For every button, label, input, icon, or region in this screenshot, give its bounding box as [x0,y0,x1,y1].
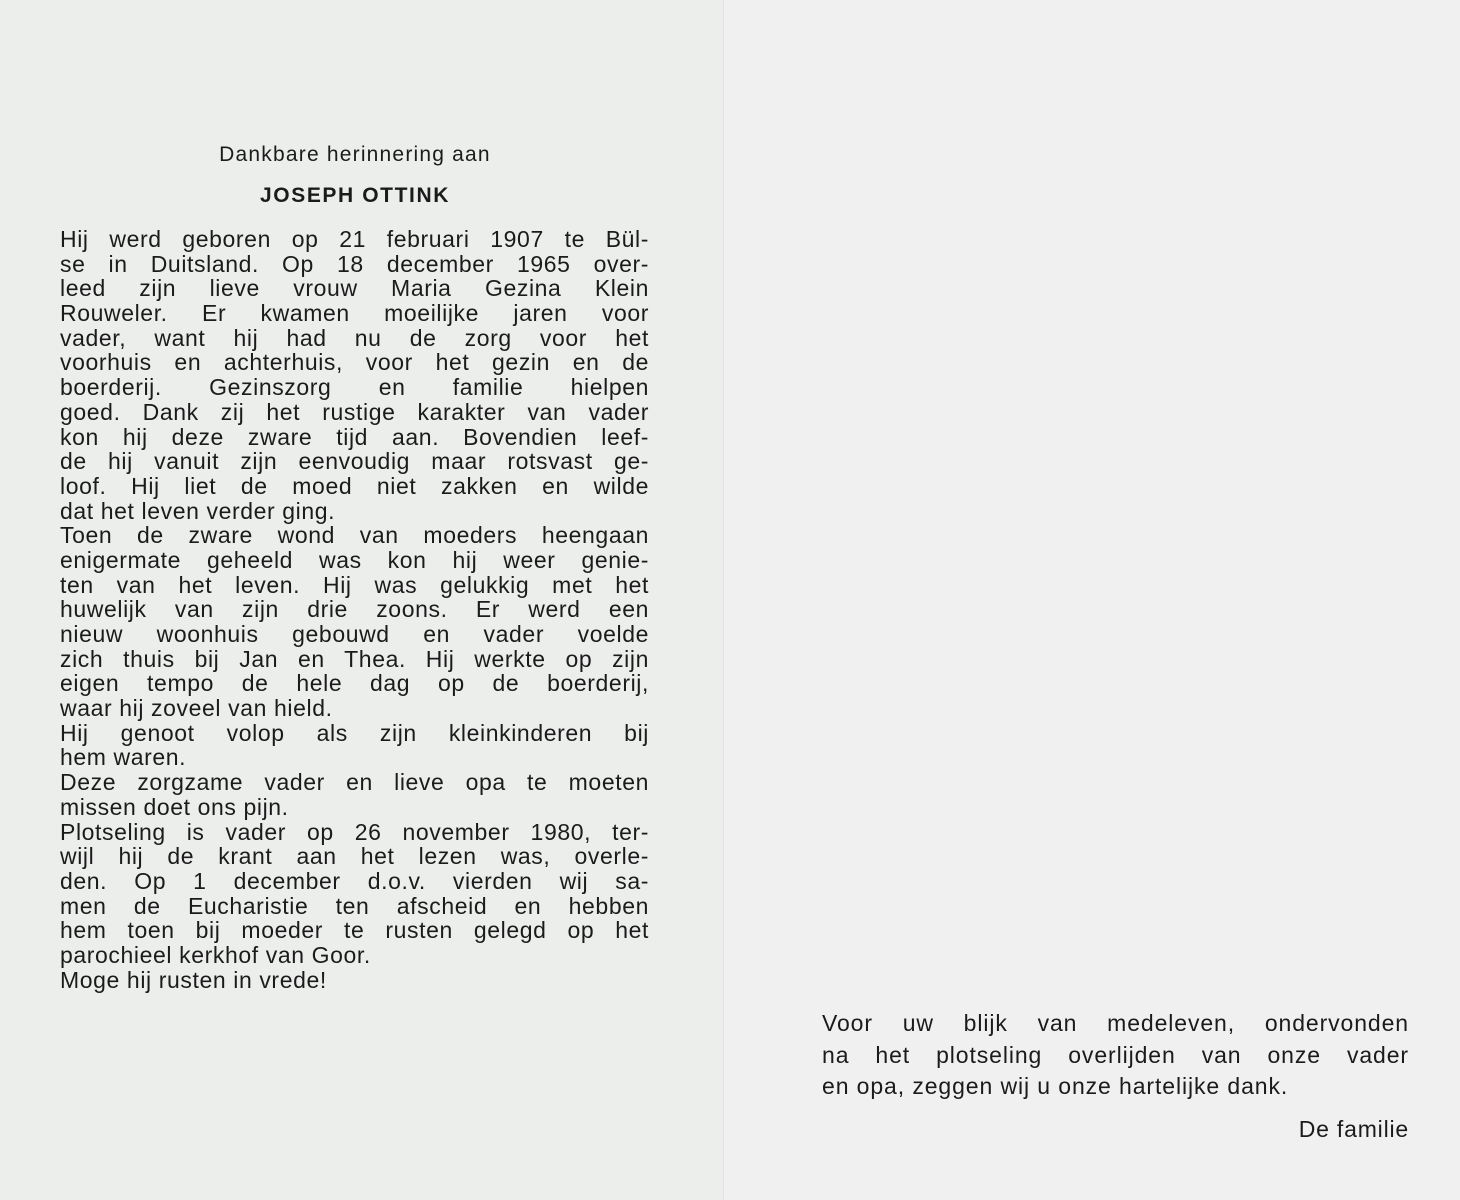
biography-line: enigermate geheeld was kon hij weer genie- [60,546,649,573]
biography-line: zich thuis bij Jan en Thea. Hij werkte op zijn [60,645,649,672]
biography-line: hem toen bij moeder te rusten gelegd op het [60,917,649,944]
biography-line: vader, want hij had nu de zorg voor het [60,324,649,351]
biography-line: Plotseling is vader op 26 november 1980, ter- [60,818,649,845]
biography-line: missen doet ons pijn. [60,793,289,820]
biography-line: den. Op 1 december d.o.v. vierden wij sa- [60,867,649,894]
biography-line: men de Eucharistie ten afscheid en hebben [60,892,649,919]
biography-line: dat het leven verder ging. [60,497,336,524]
biography-line: nieuw woonhuis gebouwd en vader voelde [60,621,649,647]
biography-line: voorhuis en achterhuis, voor het gezin en de [60,349,649,376]
biography-line: wijl hij de krant aan het lezen was, overle- [60,843,649,870]
thank-you-text [822,1008,1409,1103]
biography-text [60,227,649,992]
biography-line: se in Duitsland. Op 18 december 1965 over- [60,250,649,277]
biography-line: kon hij deze zware tijd aan. Bovendien leef- [60,423,649,450]
thank-you-line: en opa, zeggen wij u onze hartelijke dank. [822,1073,1289,1099]
deceased-name: JOSEPH OTTINK [260,184,450,207]
biography-line: Toen de zware wond van moeders heengaan [60,522,649,549]
biography-line: Hij genoot volop als zijn kleinkinderen bij [60,719,649,746]
biography-line: Hij werd geboren op 21 februari 1907 te Bül- [60,226,649,252]
biography-line: hem waren. [60,744,187,771]
biography-line: Moge hij rusten in vrede! [60,966,327,993]
memorial-pre-title: Dankbare herinnering aan [219,143,491,166]
card-fold-line [723,0,724,1200]
biography-line: huwelijk van zijn drie zoons. Er werd een [60,596,649,623]
biography-line: de hij vanuit zijn eenvoudig maar rotsvast ge- [60,448,649,475]
biography-line: loof. Hij liet de moed niet zakken en wilde [60,472,649,499]
thank-you-line: Voor uw blijk van medeleven, ondervonden [822,1010,1409,1036]
biography-line: Rouweler. Er kwamen moeilijke jaren voor [60,300,649,327]
biography-line: leed zijn lieve vrouw Maria Gezina Klein [60,275,649,302]
biography-line: waar hij zoveel van hield. [60,695,333,722]
biography-line: boerderij. Gezinszorg en familie hielpen [60,374,649,401]
thank-you-line: na het plotseling overlijden van onze vader [822,1041,1409,1068]
biography-line: Deze zorgzame vader en lieve opa te moeten [60,769,649,796]
biography-line: eigen tempo de hele dag op de boerderij, [60,670,649,697]
biography-line: parochieel kerkhof van Goor. [60,941,371,968]
biography-line: ten van het leven. Hij was gelukkig met het [60,571,649,598]
biography-line: goed. Dank zij het rustige karakter van vader [60,398,649,425]
signature: De familie [1298,1116,1409,1142]
